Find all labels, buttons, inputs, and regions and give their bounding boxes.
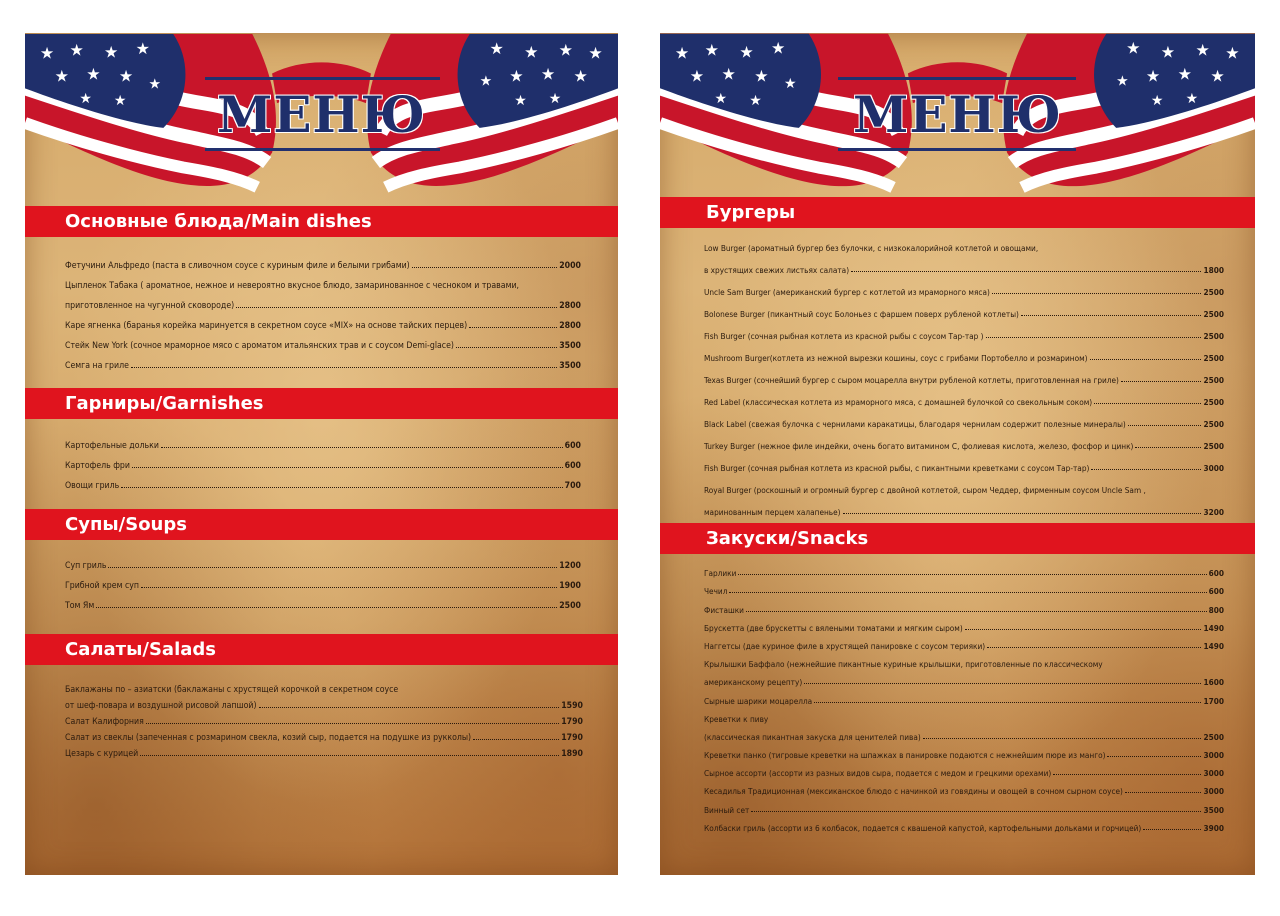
menu-item <box>65 551 581 571</box>
item-name: Каре ягненка (баранья корейка маринуется в секретном соусе «MIX» на основе тайских перцев) <box>65 321 468 331</box>
item-price: 1700 <box>1203 695 1224 706</box>
menu-item <box>704 724 1224 742</box>
item-name: Салат Калифорния <box>65 717 144 727</box>
leader-dots <box>1121 381 1202 382</box>
title-rule-top <box>838 77 1076 80</box>
leader-dots <box>146 723 559 724</box>
leader-dots <box>141 587 557 588</box>
section-title: Бургеры <box>706 202 796 223</box>
item-price: 1490 <box>1203 640 1224 651</box>
item-name: Крылышки Баффало (нежнейшие пикантные куриные крылышки, приготовленные по классическому <box>704 659 1103 670</box>
section-header-burgers <box>660 197 1255 228</box>
item-name: Red Label (классическая котлета из мраморного мяса, с домашней булочкой со свекольным соком) <box>704 397 1093 407</box>
item-name: Креветки к пиву <box>704 713 769 724</box>
item-name: Семга на гриле <box>65 361 129 371</box>
leader-dots <box>1091 469 1201 470</box>
item-name: в хрустящих свежих листьях салата) <box>704 265 850 275</box>
item-name: Овощи гриль <box>65 481 120 491</box>
item-price: 1490 <box>1203 622 1224 633</box>
leader-dots <box>738 574 1206 575</box>
menu-item <box>65 711 583 727</box>
item-name: Fish Burger (сочная рыбная котлета из красной рыбы, с пикантными креветками с соусом Тар-тар) <box>704 463 1090 473</box>
leader-dots <box>1021 315 1202 316</box>
menu-item <box>65 695 583 711</box>
item-name: Turkey Burger (нежное филе индейки, очень богато витамином С, фолиевая кислота, железо, фосфор и цинк) <box>704 441 1134 451</box>
menu-item <box>65 331 581 351</box>
leader-dots <box>236 307 557 308</box>
item-price: 600 <box>564 441 581 451</box>
menu-item <box>704 651 1224 669</box>
menu-item <box>65 451 581 471</box>
title-rule-top <box>205 77 440 80</box>
leader-dots <box>1128 425 1202 426</box>
menu-item <box>65 571 581 591</box>
page-title: МЕНЮ <box>216 85 427 144</box>
menu-item <box>704 815 1224 833</box>
item-name: Кесадилья Традиционная (мексиканское блюдо с начинкой из говядины и овощей в сочном сырном соусе) <box>704 786 1123 797</box>
item-name: Low Burger (ароматный бургер без булочки, с низкокалорийной котлетой и овощами, <box>704 243 1039 253</box>
item-name: Чечил <box>704 586 728 597</box>
section-header-garnishes <box>25 388 618 419</box>
leader-dots <box>965 629 1202 630</box>
leader-dots <box>96 607 557 608</box>
leader-dots <box>121 487 562 488</box>
leader-dots <box>1107 756 1201 757</box>
item-name: американскому рецепту) <box>704 677 803 688</box>
item-name: Брускетта (две брускетты с вялеными томатами и мягким сыром) <box>704 622 963 633</box>
item-name: Наггетсы (дае куриное филе в хрустящей панировке с соусом терияки) <box>704 640 986 651</box>
item-price: 3000 <box>1203 786 1224 797</box>
leader-dots <box>1125 792 1202 793</box>
menu-item <box>704 760 1224 778</box>
salads-list <box>65 679 583 759</box>
menu-item <box>704 687 1224 705</box>
section-header-snacks <box>660 523 1255 554</box>
item-price: 1790 <box>561 733 583 743</box>
item-price: 1590 <box>561 701 583 711</box>
menu-item <box>65 679 583 695</box>
leader-dots <box>851 271 1201 272</box>
leader-dots <box>751 811 1201 812</box>
leader-dots <box>843 513 1202 514</box>
leader-dots <box>456 347 557 348</box>
menu-item <box>704 297 1224 319</box>
item-name: приготовленное на чугунной сковороде) <box>65 301 235 311</box>
item-price: 1900 <box>559 581 581 591</box>
item-name: Bolonese Burger (пикантный соус Болоньез с фаршем поверх рубленой котлеты) <box>704 309 1019 319</box>
item-price: 2000 <box>559 261 581 271</box>
item-name: Колбаски гриль (ассорти из 6 колбасок, подается с квашеной капустой, картофельными дольками и горчицей) <box>704 822 1142 833</box>
item-name: Том Ям <box>65 601 95 611</box>
item-name: Цезарь с курицей <box>65 749 139 759</box>
menu-item <box>704 341 1224 363</box>
title-rule-bottom <box>205 148 440 151</box>
menu-item <box>704 596 1224 614</box>
item-price: 2500 <box>1203 331 1224 341</box>
menu-item <box>704 778 1224 796</box>
section-header-soups <box>25 509 618 540</box>
leader-dots <box>987 647 1201 648</box>
item-price: 600 <box>564 461 581 471</box>
item-price: 1600 <box>1203 677 1224 688</box>
title-rule-bottom <box>838 148 1076 151</box>
item-price: 2500 <box>1203 731 1224 742</box>
menu-item <box>704 578 1224 596</box>
menu-item <box>704 742 1224 760</box>
menu-item <box>65 351 581 371</box>
soups-list <box>65 551 581 611</box>
menu-item <box>65 591 581 611</box>
item-name: (классическая пикантная закуска для ценителей пива) <box>704 731 921 742</box>
leader-dots <box>469 327 557 328</box>
leader-dots <box>746 611 1207 612</box>
section-title: Супы/Soups <box>65 514 187 535</box>
item-price: 3000 <box>1203 463 1224 473</box>
leader-dots <box>1143 829 1201 830</box>
menu-item <box>704 633 1224 651</box>
leader-dots <box>814 702 1201 703</box>
menu-page-right <box>660 33 1255 875</box>
item-price: 1790 <box>561 717 583 727</box>
leader-dots <box>140 755 559 756</box>
leader-dots <box>1090 359 1202 360</box>
item-name: Uncle Sam Burger (американский бургер с котлетой из мраморного мяса) <box>704 287 990 297</box>
leader-dots <box>1094 403 1201 404</box>
item-price: 2500 <box>1203 353 1224 363</box>
page-title: МЕНЮ <box>852 85 1063 144</box>
item-price: 2500 <box>1203 375 1224 385</box>
item-name: Fish Burger (сочная рыбная котлета из красной рыбы с соусом Тар-тар ) <box>704 331 984 341</box>
menu-item <box>704 407 1224 429</box>
section-header-main-dishes <box>25 206 618 237</box>
menu-item <box>704 495 1224 517</box>
item-price: 2800 <box>559 301 581 311</box>
menu-item <box>65 311 581 331</box>
leader-dots <box>729 592 1206 593</box>
item-name: Стейк New York (сочное мраморное мясо с ароматом итальянских трав и с соусом Demi-glace) <box>65 341 454 351</box>
menu-item <box>704 796 1224 814</box>
item-price: 2500 <box>1203 287 1224 297</box>
leader-dots <box>131 367 557 368</box>
item-price: 1890 <box>561 749 583 759</box>
item-price: 2800 <box>559 321 581 331</box>
leader-dots <box>986 337 1202 338</box>
item-name: Картофель фри <box>65 461 130 471</box>
item-price: 3900 <box>1203 822 1224 833</box>
menu-item <box>65 251 581 271</box>
item-name: Цыпленок Табака ( ароматное, нежное и невероятно вкусное блюдо, замаринованное с чесноком и травами, <box>65 281 520 291</box>
item-price: 3500 <box>1203 804 1224 815</box>
menu-item <box>65 743 583 759</box>
leader-dots <box>923 738 1202 739</box>
item-price: 1200 <box>559 561 581 571</box>
item-name: от шеф-повара и воздушной рисовой лапшой) <box>65 701 257 711</box>
leader-dots <box>132 467 563 468</box>
item-price: 800 <box>1208 604 1224 615</box>
menu-item <box>704 429 1224 451</box>
snacks-list <box>704 560 1224 833</box>
item-name: Салат из свеклы (запеченная с розмарином свекла, козий сыр, подается на подушке из рукколы) <box>65 733 472 743</box>
item-name: Винный сет <box>704 804 750 815</box>
menu-item <box>704 253 1224 275</box>
item-name: Сырное ассорти (ассорти из разных видов сыра, подается с медом и грецкими орехами) <box>704 768 1052 779</box>
item-price: 2500 <box>1203 419 1224 429</box>
menu-item <box>704 451 1224 473</box>
item-price: 600 <box>1208 568 1224 579</box>
item-price: 2500 <box>1203 309 1224 319</box>
item-name: Креветки панко (тигровые креветки на шпажках в панировке подаются с нежнейшим пюре из манго) <box>704 750 1106 761</box>
leader-dots <box>412 267 558 268</box>
item-price: 3500 <box>559 361 581 371</box>
section-title: Основные блюда/Main dishes <box>65 211 372 232</box>
item-name: Black Label (свежая булочка с чернилами каракатицы, благодаря чернилам содержит полезные минералы) <box>704 419 1126 429</box>
menu-item <box>65 291 581 311</box>
item-price: 3000 <box>1203 768 1224 779</box>
leader-dots <box>1135 447 1201 448</box>
menu-item <box>704 560 1224 578</box>
leader-dots <box>161 447 563 448</box>
menu-item <box>704 615 1224 633</box>
menu-item <box>704 669 1224 687</box>
item-price: 700 <box>564 481 581 491</box>
item-name: Сырные шарики моцарелла <box>704 695 813 706</box>
leader-dots <box>1053 774 1201 775</box>
menu-item <box>65 471 581 491</box>
item-name: Гарлики <box>704 568 737 579</box>
item-price: 2500 <box>1203 441 1224 451</box>
item-name: Картофельные дольки <box>65 441 159 451</box>
menu-page-left <box>25 33 618 875</box>
menu-item <box>65 271 581 291</box>
menu-item <box>704 231 1224 253</box>
leader-dots <box>992 293 1202 294</box>
main-dishes-list <box>65 251 581 371</box>
section-title: Салаты/Salads <box>65 639 216 660</box>
section-header-salads <box>25 634 618 665</box>
section-title: Закуски/Snacks <box>706 528 869 549</box>
item-price: 3500 <box>559 341 581 351</box>
menu-item <box>704 275 1224 297</box>
item-name: Фетучини Альфредо (паста в сливочном соусе с куриным филе и белыми грибами) <box>65 261 410 271</box>
item-price: 1800 <box>1203 265 1224 275</box>
section-title: Гарниры/Garnishes <box>65 393 264 414</box>
menu-item <box>704 363 1224 385</box>
item-price: 2500 <box>559 601 581 611</box>
menu-item <box>704 473 1224 495</box>
leader-dots <box>804 683 1201 684</box>
item-price: 2500 <box>1203 397 1224 407</box>
menu-item <box>65 431 581 451</box>
item-name: Royal Burger (роскошный и огромный бургер с двойной котлетой, сыром Чеддер, фирменным соусом Uncle Sam , <box>704 485 1146 495</box>
menu-item <box>704 706 1224 724</box>
item-price: 600 <box>1208 586 1224 597</box>
menu-item <box>65 727 583 743</box>
item-price: 3200 <box>1203 507 1224 517</box>
item-name: маринованным перцем халапенье) <box>704 507 841 517</box>
burgers-list <box>704 231 1224 517</box>
item-name: Mushroom Burger(котлета из нежной вырезки кошины, соус с грибами Портобелло и розмарином) <box>704 353 1088 363</box>
item-name: Фисташки <box>704 604 744 615</box>
menu-item <box>704 319 1224 341</box>
garnishes-list <box>65 431 581 491</box>
item-name: Texas Burger (сочнейший бургер с сыром моцарелла внутри рубленой котлеты, приготовленная на гриле) <box>704 375 1119 385</box>
item-price: 3000 <box>1203 750 1224 761</box>
item-name: Суп гриль <box>65 561 107 571</box>
item-name: Баклажаны по – азиатски (баклажаны с хрустящей корочкой в секретном соусе <box>65 685 399 695</box>
menu-item <box>704 385 1224 407</box>
item-name: Грибной крем суп <box>65 581 139 591</box>
leader-dots <box>108 567 557 568</box>
leader-dots <box>473 739 559 740</box>
leader-dots <box>259 707 560 708</box>
